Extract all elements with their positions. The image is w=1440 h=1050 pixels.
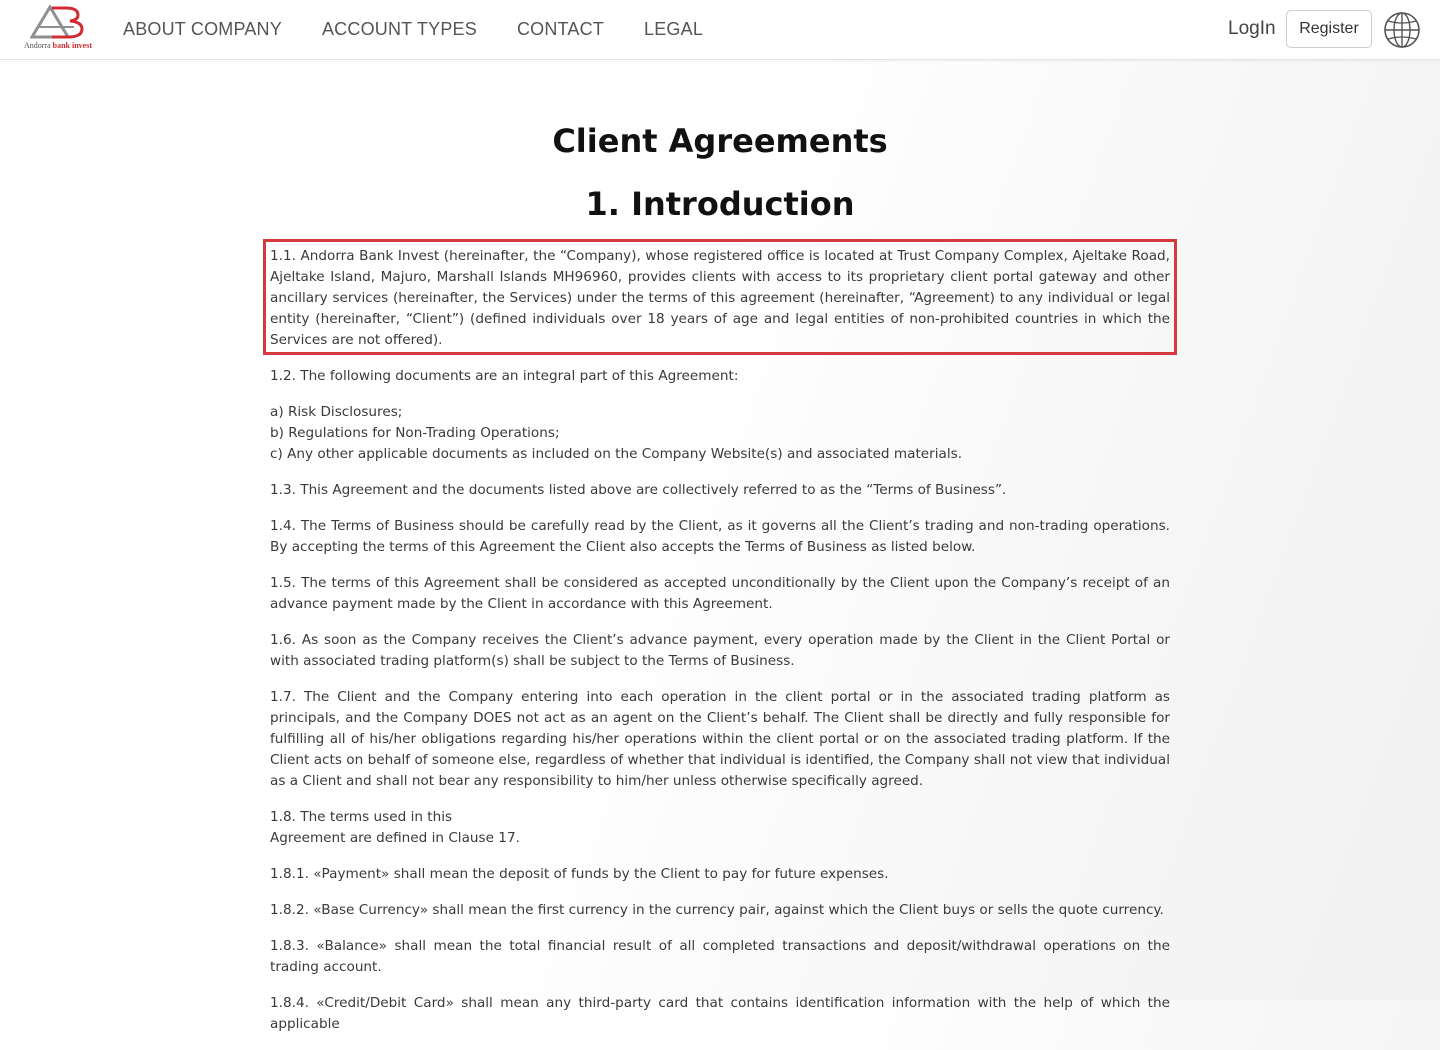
paragraph-1-4: 1.4. The Terms of Business should be carefully read by the Client, as it governs all the Client’s trading and non-trading operations. By accepting the terms of this Agreement the Client also accepts the Terms of Business as listed below. — [270, 518, 1170, 555]
company-logo[interactable] — [20, 5, 96, 51]
paragraph-1-8-1: 1.8.1. «Payment» shall mean the deposit of funds by the Client to pay for future expenses. — [270, 866, 889, 882]
page-title: Client Agreements — [552, 122, 888, 160]
nav-legal[interactable]: LEGAL — [644, 19, 704, 39]
globe-icon[interactable] — [1383, 11, 1421, 49]
paragraph-1-2: 1.2. The following documents are an integral part of this Agreement: — [270, 368, 739, 384]
paragraph-1-7: 1.7. The Client and the Company entering into each operation in the client portal or in the associated trading platform as principals, and the Company DOES not act as an agent on the Client’s behalf. The Client shall be directly and fully responsible for fulfilling all of his/her obligations regarding his/her operations within the client portal or on the associated trading platform. If the Client acts on behalf of someone else, regardless of whether that individual is identified, the Company shall not view that individual as a Client and shall not bear any responsibility to him/her unless otherwise specifically agreed. — [270, 689, 1170, 789]
paragraph-1-8-3: 1.8.3. «Balance» shall mean the total financial result of all completed transactions and deposit/withdrawal operations on the trading account. — [270, 938, 1170, 975]
highlighted-paragraph — [270, 246, 1170, 351]
list-item: a) Risk Disclosures; — [270, 404, 403, 420]
main-nav — [123, 17, 703, 41]
register-button[interactable]: Register — [1286, 10, 1372, 48]
nav-contact[interactable]: CONTACT — [516, 19, 604, 39]
logo-text-accent: bank invest — [52, 41, 92, 50]
paragraph-1-8-2: 1.8.2. «Base Currency» shall mean the first currency in the currency pair, against which the Client buys or sells the quote currency. — [270, 902, 1164, 918]
logo-mark-icon — [30, 5, 86, 39]
paragraph-1-8-4: 1.8.4. «Credit/Debit Card» shall mean any third-party card that contains identification information with the help of which the applicable — [270, 995, 1170, 1032]
site-header — [0, 0, 1440, 60]
paragraph-1-8-line: 1.8. The terms used in this — [270, 809, 453, 825]
paragraph-1-3: 1.3. This Agreement and the documents listed above are collectively referred to as the “Terms of Business”. — [270, 482, 1007, 498]
list-item: b) Regulations for Non-Trading Operations; — [270, 425, 560, 441]
logo-text-plain: Andorra — [23, 41, 51, 50]
login-link[interactable]: LogIn — [1228, 18, 1276, 39]
agreement-content — [270, 246, 1170, 1050]
nav-account-types[interactable]: ACCOUNT TYPES — [321, 19, 477, 39]
logo-text — [20, 41, 96, 50]
paragraph-1-8-line: Agreement are defined in Clause 17. — [270, 830, 520, 846]
paragraph-1-8 — [270, 807, 1170, 849]
paragraph-1-5: 1.5. The terms of this Agreement shall be considered as accepted unconditionally by the Client upon the Company’s receipt of an advance payment made by the Client in accordance with this Agreement. — [270, 575, 1170, 612]
nav-about-company[interactable]: ABOUT COMPANY — [123, 19, 282, 39]
paragraph-1-1: 1.1. Andorra Bank Invest (hereinafter, the “Company), whose registered office is located at Trust Company Complex, Ajeltake Road, Ajeltake Island, Majuro, Marshall Islands MH96960, provides clients with access to its proprietary client portal gateway and other ancillary services (hereinafter, the Services) under the terms of this agreement (hereinafter, “Agreement) to any individual or legal entity (hereinafter, “Client”) (defined individuals over 18 years of age and legal entities of non-prohibited countries in which the Services are not offered). — [270, 248, 1170, 348]
paragraph-1-6: 1.6. As soon as the Company receives the Client’s advance payment, every operation made by the Client in the Client Portal or with associated trading platform(s) shall be subject to the Terms of Business. — [270, 632, 1170, 669]
list-item: c) Any other applicable documents as included on the Company Website(s) and associated materials. — [270, 446, 963, 462]
documents-list — [270, 402, 1170, 465]
section-title: 1. Introduction — [585, 185, 855, 223]
